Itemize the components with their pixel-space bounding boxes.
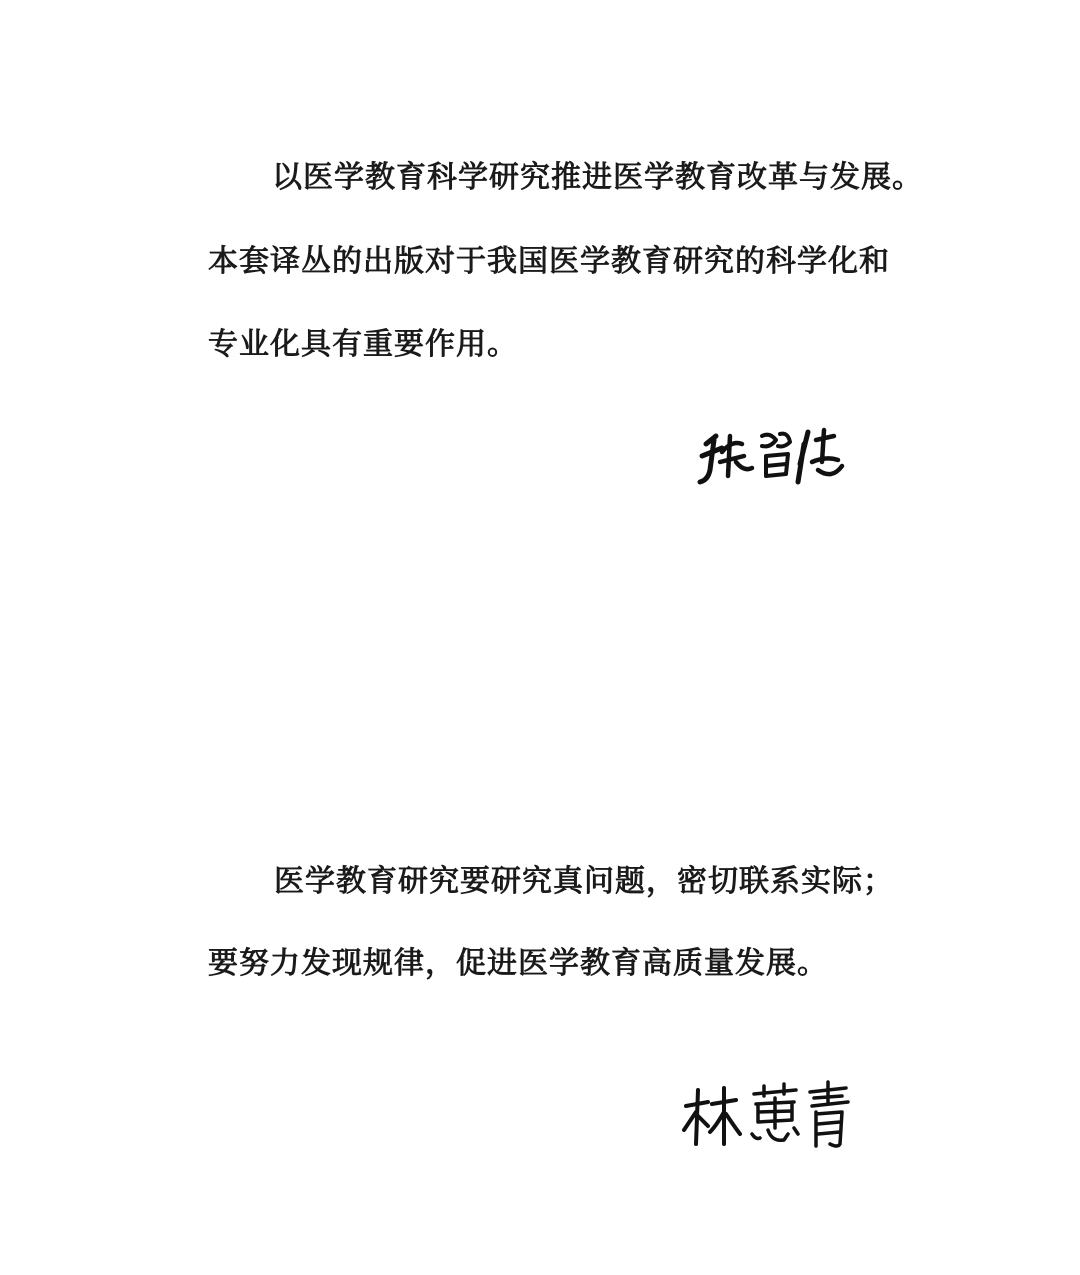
handwritten-signature-1 [692,422,852,492]
signature-1-drawing [692,422,852,492]
inscription-1-line-2: 本套译丛的出版对于我国医学教育研究的科学化和 [208,244,890,279]
inscription-2-line-2: 要努力发现规律，促进医学教育高质量发展。 [208,946,828,981]
inscription-1 [208,160,928,363]
inscription-2-line-1: 医学教育研究要研究真问题，密切联系实际； [274,864,894,899]
inscription-1-line-3: 专业化具有重要作用。 [208,327,518,362]
signature-2-drawing [680,1082,860,1152]
handwritten-signature-2 [680,1082,860,1152]
inscription-1-line-1: 以医学教育科学研究推进医学教育改革与发展。 [272,160,923,195]
inscription-2 [208,864,928,982]
